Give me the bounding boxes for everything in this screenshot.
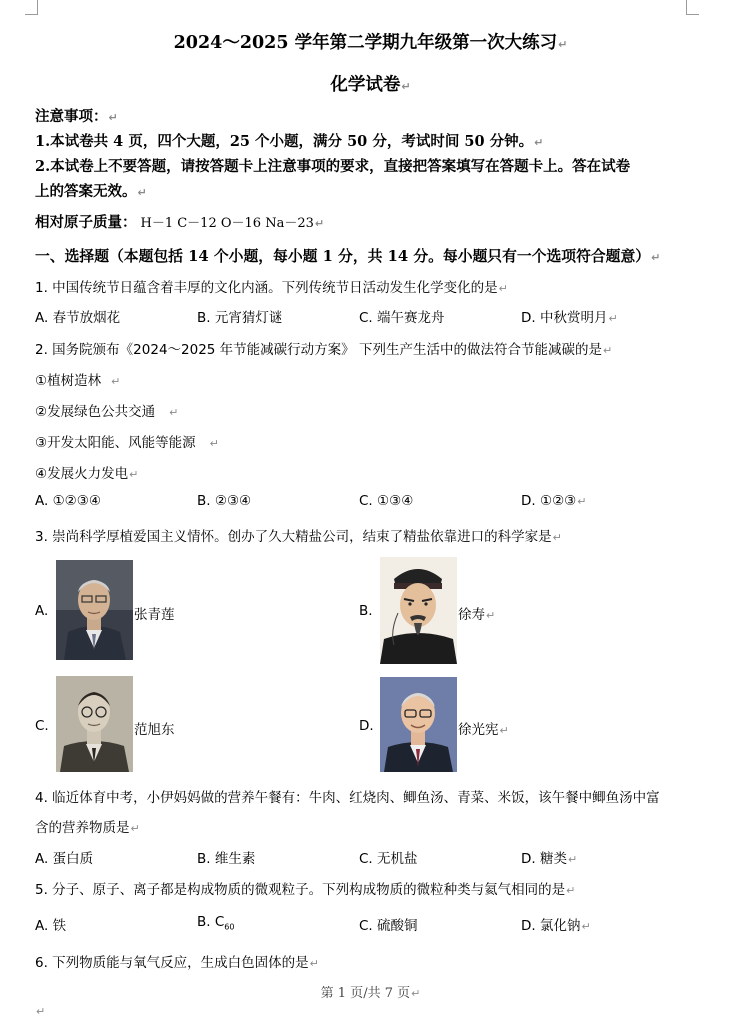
q2-item-4: ④发展火力发电↵ — [35, 466, 139, 482]
section-1-heading: 一、选择题（本题包括 14 个小题，每小题 1 分，共 14 分。每小题只有一个选项符合题意）↵ — [35, 248, 661, 265]
q4-option-b: B. 维生素 — [197, 851, 256, 867]
q5-option-d: D. 氯化钠↵ — [521, 918, 591, 934]
question-4-stem-line-2: 含的营养物质是↵ — [35, 820, 140, 836]
atomic-mass-values: H－1 C－12 O－16 Na－23 — [140, 216, 314, 231]
portrait-xu-guangxian — [380, 677, 457, 772]
q3-option-c-name: 范旭东 — [134, 722, 175, 738]
crop-mark-top-right — [686, 0, 699, 15]
question-5-stem: 5. 分子、原子、离子都是构成物质的微观粒子。下列构成物质的微粒种类与氦气相同的是↵ — [35, 882, 576, 898]
q3-option-d-letter: D. — [359, 718, 374, 734]
q1-option-b: B. 元宵猜灯谜 — [197, 310, 283, 326]
q2-option-c: C. ①③④ — [359, 493, 414, 509]
q1-option-d: D. 中秋赏明月↵ — [521, 310, 618, 326]
q2-option-b: B. ②③④ — [197, 493, 252, 509]
q3-option-b-name: 徐寿↵ — [458, 607, 496, 623]
q4-option-a: A. 蛋白质 — [35, 851, 94, 867]
paragraph-mark: ↵ — [401, 80, 411, 93]
paragraph-mark: ↵ — [558, 38, 568, 51]
q5-option-b: B. $C_{60}$ — [197, 914, 235, 932]
q4-option-c: C. 无机盐 — [359, 851, 418, 867]
q5-option-a: A. 铁 — [35, 918, 67, 934]
empty-paragraph-mark: ↵ — [36, 1005, 46, 1018]
portrait-zhang-qinglian — [56, 560, 133, 660]
q3-option-d-name: 徐光宪↵ — [458, 722, 509, 738]
q2-option-d: D. ①②③↵ — [521, 493, 587, 509]
question-6-stem: 6. 下列物质能与氧气反应，生成白色固体的是↵ — [35, 955, 319, 971]
portrait-fan-xudong — [56, 676, 133, 772]
notes-item-2-line-1: 2.本试卷上不要答题，请按答题卡上注意事项的要求，直接把答案填写在答题卡上。答在试卷 — [35, 158, 631, 175]
notes-heading: 注意事项：↵ — [35, 108, 118, 125]
question-4-stem-line-1: 4. 临近体育中考，小伊妈妈做的营养午餐有：牛肉、红烧肉、鲫鱼汤、青菜、米饭，该午餐中鲫鱼汤中富 — [35, 790, 660, 806]
subscript: 60 — [224, 922, 235, 932]
atomic-mass-label: 相对原子质量： — [35, 214, 137, 231]
q2-option-a: A. ①②③④ — [35, 493, 101, 509]
q3-option-a-letter: A. — [35, 603, 49, 619]
q3-option-c-letter: C. — [35, 718, 49, 734]
q5-option-c: C. 硫酸铜 — [359, 918, 418, 934]
exam-subtitle: 化学试卷↵ — [330, 75, 411, 95]
q2-item-1: ①植树造林 ↵ — [35, 373, 121, 389]
notes-item-2-line-2: 上的答案无效。↵ — [35, 183, 147, 200]
q2-item-2: ②发展绿色公共交通 ↵ — [35, 404, 179, 420]
question-2-stem: 2. 国务院颁布《2024～2025 年节能减碳行动方案》 下列生产生活中的做法符合节能减碳的是↵ — [35, 342, 613, 358]
atomic-mass: 相对原子质量： H－1 C－12 O－16 Na－23↵ — [35, 214, 325, 231]
crop-mark-top-left — [25, 0, 38, 15]
q1-option-c: C. 端午赛龙舟 — [359, 310, 445, 326]
page-footer: 第 1 页/共 7 页↵ — [320, 986, 421, 1001]
exam-title: 2024～2025 学年第二学期九年级第一次大练习↵ — [173, 33, 568, 53]
question-3-stem: 3. 崇尚科学厚植爱国主义情怀。创办了久大精盐公司，结束了精盐依靠进口的科学家是↵ — [35, 529, 562, 545]
q3-option-a-name: 张青莲 — [134, 607, 175, 623]
notes-item-1: 1.本试卷共 4 页，四个大题，25 个小题，满分 50 分，考试时间 50 分钟。↵ — [35, 133, 544, 150]
q1-option-a: A. 春节放烟花 — [35, 310, 121, 326]
question-1-stem: 1. 中国传统节日蕴含着丰厚的文化内涵。下列传统节日活动发生化学变化的是↵ — [35, 280, 508, 296]
portrait-xu-shou — [380, 557, 457, 664]
q4-option-d: D. 糖类↵ — [521, 851, 578, 867]
q2-item-3: ③开发太阳能、风能等能源 ↵ — [35, 435, 219, 451]
q3-option-b-letter: B. — [359, 603, 373, 619]
